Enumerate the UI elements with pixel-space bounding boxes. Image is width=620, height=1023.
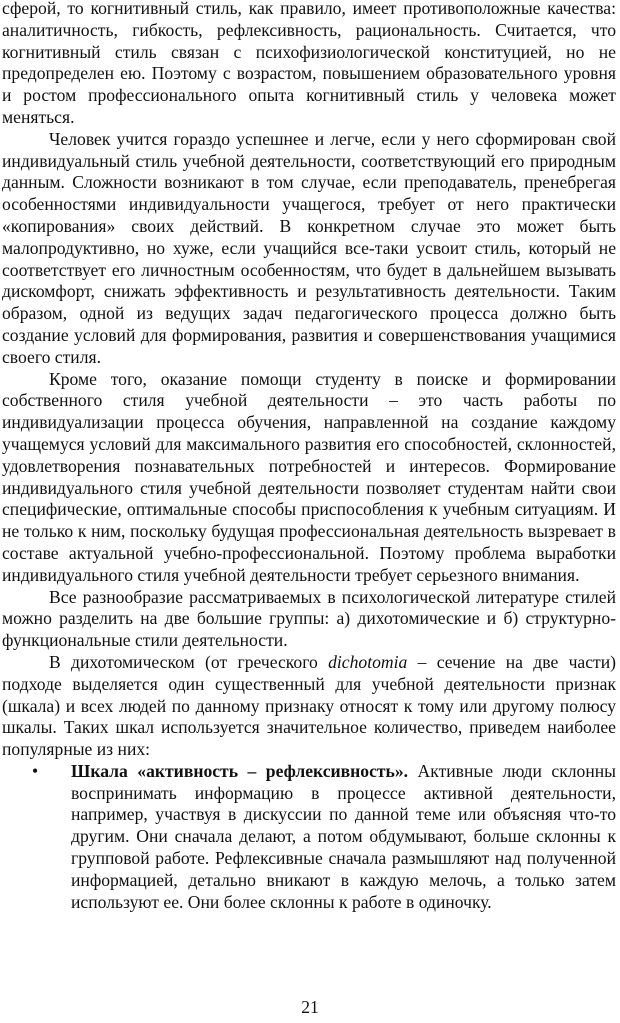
list-item [2,761,616,914]
page-number: 21 [301,997,319,1017]
paragraph-1: сферой, то когнитивный стиль, как правило, имеет противоположные качества: аналитичность, гибкость, рефлексивность, рациональность. Считается, что когнитивный стиль связан с психофизиологической конституцией, но не предопределен ею. Поэтому с возрастом, повышением образовательного уровня и ростом профессионального опыта когнитивный стиль у человека может меняться. [2,0,616,127]
paragraph-5-start: В дихотомическом (от греческого [49,651,329,672]
page-body [2,0,616,913]
paragraph-4: Все разнообразие рассматриваемых в психологической литературе стилей можно разделить на две большие группы: а) дихотомические и б) структурно-функциональные стили деятельности. [2,586,616,651]
paragraph-2: Человек учится гораздо успешнее и легче, если у него сформирован свой индивидуальный стиль учебной деятельности, соответствующий его природным данным. Сложности возникают в том случае, если преподаватель, пренебрегая особенностями индивидуальности учащегося, требует от него практически «копирования» своих действий. В конкретном случае это может быть малопродуктивно, но хуже, если учащийся все-таки усвоит стиль, который не соответствует его личностным особенностям, что будет в дальнейшем вызывать дискомфорт, снижать эффективность и результативность деятельности. Таким образом, одной из ведущих задач педагогического процесса должно быть создание условий для формирования, развития и совершенствования учащимися своего стиля. [2,128,616,367]
paragraph-5-end: – сечение на две части) подходе выделяется один существенный для учебной деятельности признак (шкала) и всех людей по данному признаку относят к тому или другому полюсу шкалы. Таких шкал используется значительное количество, приведем наиболее популярные из них: [2,651,616,760]
list-item-title: Шкала «активность – рефлексивность». [71,760,409,781]
paragraph-5 [2,652,616,761]
paragraph-3: Кроме того, оказание помощи студенту в поиске и формировании собственного стиля учебной деятельности – это часть работы по индивидуализации процесса обучения, направленной на создание каждому учащемуся условий для максимального развития его способностей, склонностей, удовлетворения познавательных потребностей и интересов. Формирование индивидуального стиля учебной деятельности позволяет студентам найти свои специфические, оптимальные способы приспособления к учебным ситуациям. И не только к ним, поскольку будущая профессиональная деятельность вызревает в составе актуальной учебно-профессиональной. Поэтому проблема выработки индивидуального стиля учебной деятельности требует серьезного внимания. [2,368,616,585]
scale-list [2,761,616,914]
greek-term: dichotomia [328,651,408,672]
list-item-text: Активные люди склонны воспринимать информацию в процессе активной деятельности, например, участвуя в дискуссии по данной теме или объясняя что-то другим. Они сначала делают, а потом обдумывают, больше склонны к групповой работе. Рефлексивные сначала размышляют над полученной информацией, детально вникают в каждую мелочь, а только затем используют ее. Они более склонны к работе в одиночку. [71,760,616,912]
bullet-icon: • [32,760,39,781]
